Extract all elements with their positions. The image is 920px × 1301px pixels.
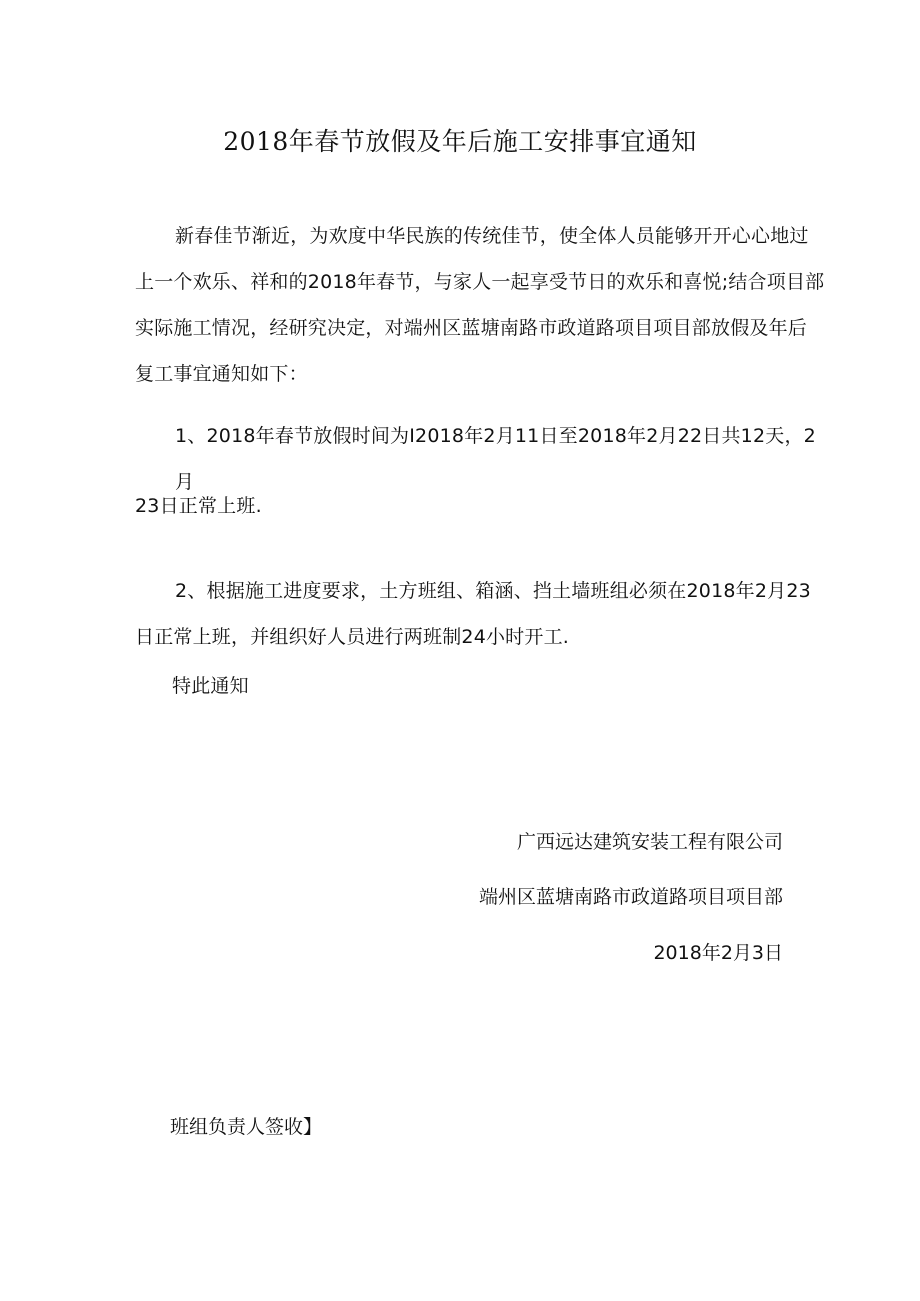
document-title: 2018年春节放假及年后施工安排事宜通知 <box>223 127 697 156</box>
closing-text: 特此通知 <box>172 675 249 697</box>
team-leader-sign-off: 班组负责人签收】 <box>170 1116 323 1138</box>
signature-company: 广西远达建筑安装工程有限公司 <box>516 831 783 853</box>
signature-date: 2018年2月3日 <box>653 942 783 964</box>
holiday-item-line2: 23日正常上班. <box>135 495 262 517</box>
intro-paragraph: 新春佳节渐近，为欢度中华民族的传统佳节，使全体人员能够开开心心地过上一个欢乐、祥和的2018年春节，与家人一起享受节日的欢乐和喜悦;结合项目部实际施工情况，经研究决定，对端州区蓝塘南路市政道路项目项目部放假及年后复工事宜通知如下： <box>135 225 825 385</box>
work-arrangement-item: 2、根据施工进度要求，土方班组、箱涵、挡土墙班组必须在2018年2月23日正常上班，并组织好人员进行两班制24小时开工. <box>135 580 811 648</box>
signature-department: 端州区蓝塘南路市政道路项目项目部 <box>478 886 783 908</box>
holiday-item-line1: 1、2018年春节放假时间为I2018年2月11日至2018年2月22日共12天，2月 <box>175 425 816 493</box>
